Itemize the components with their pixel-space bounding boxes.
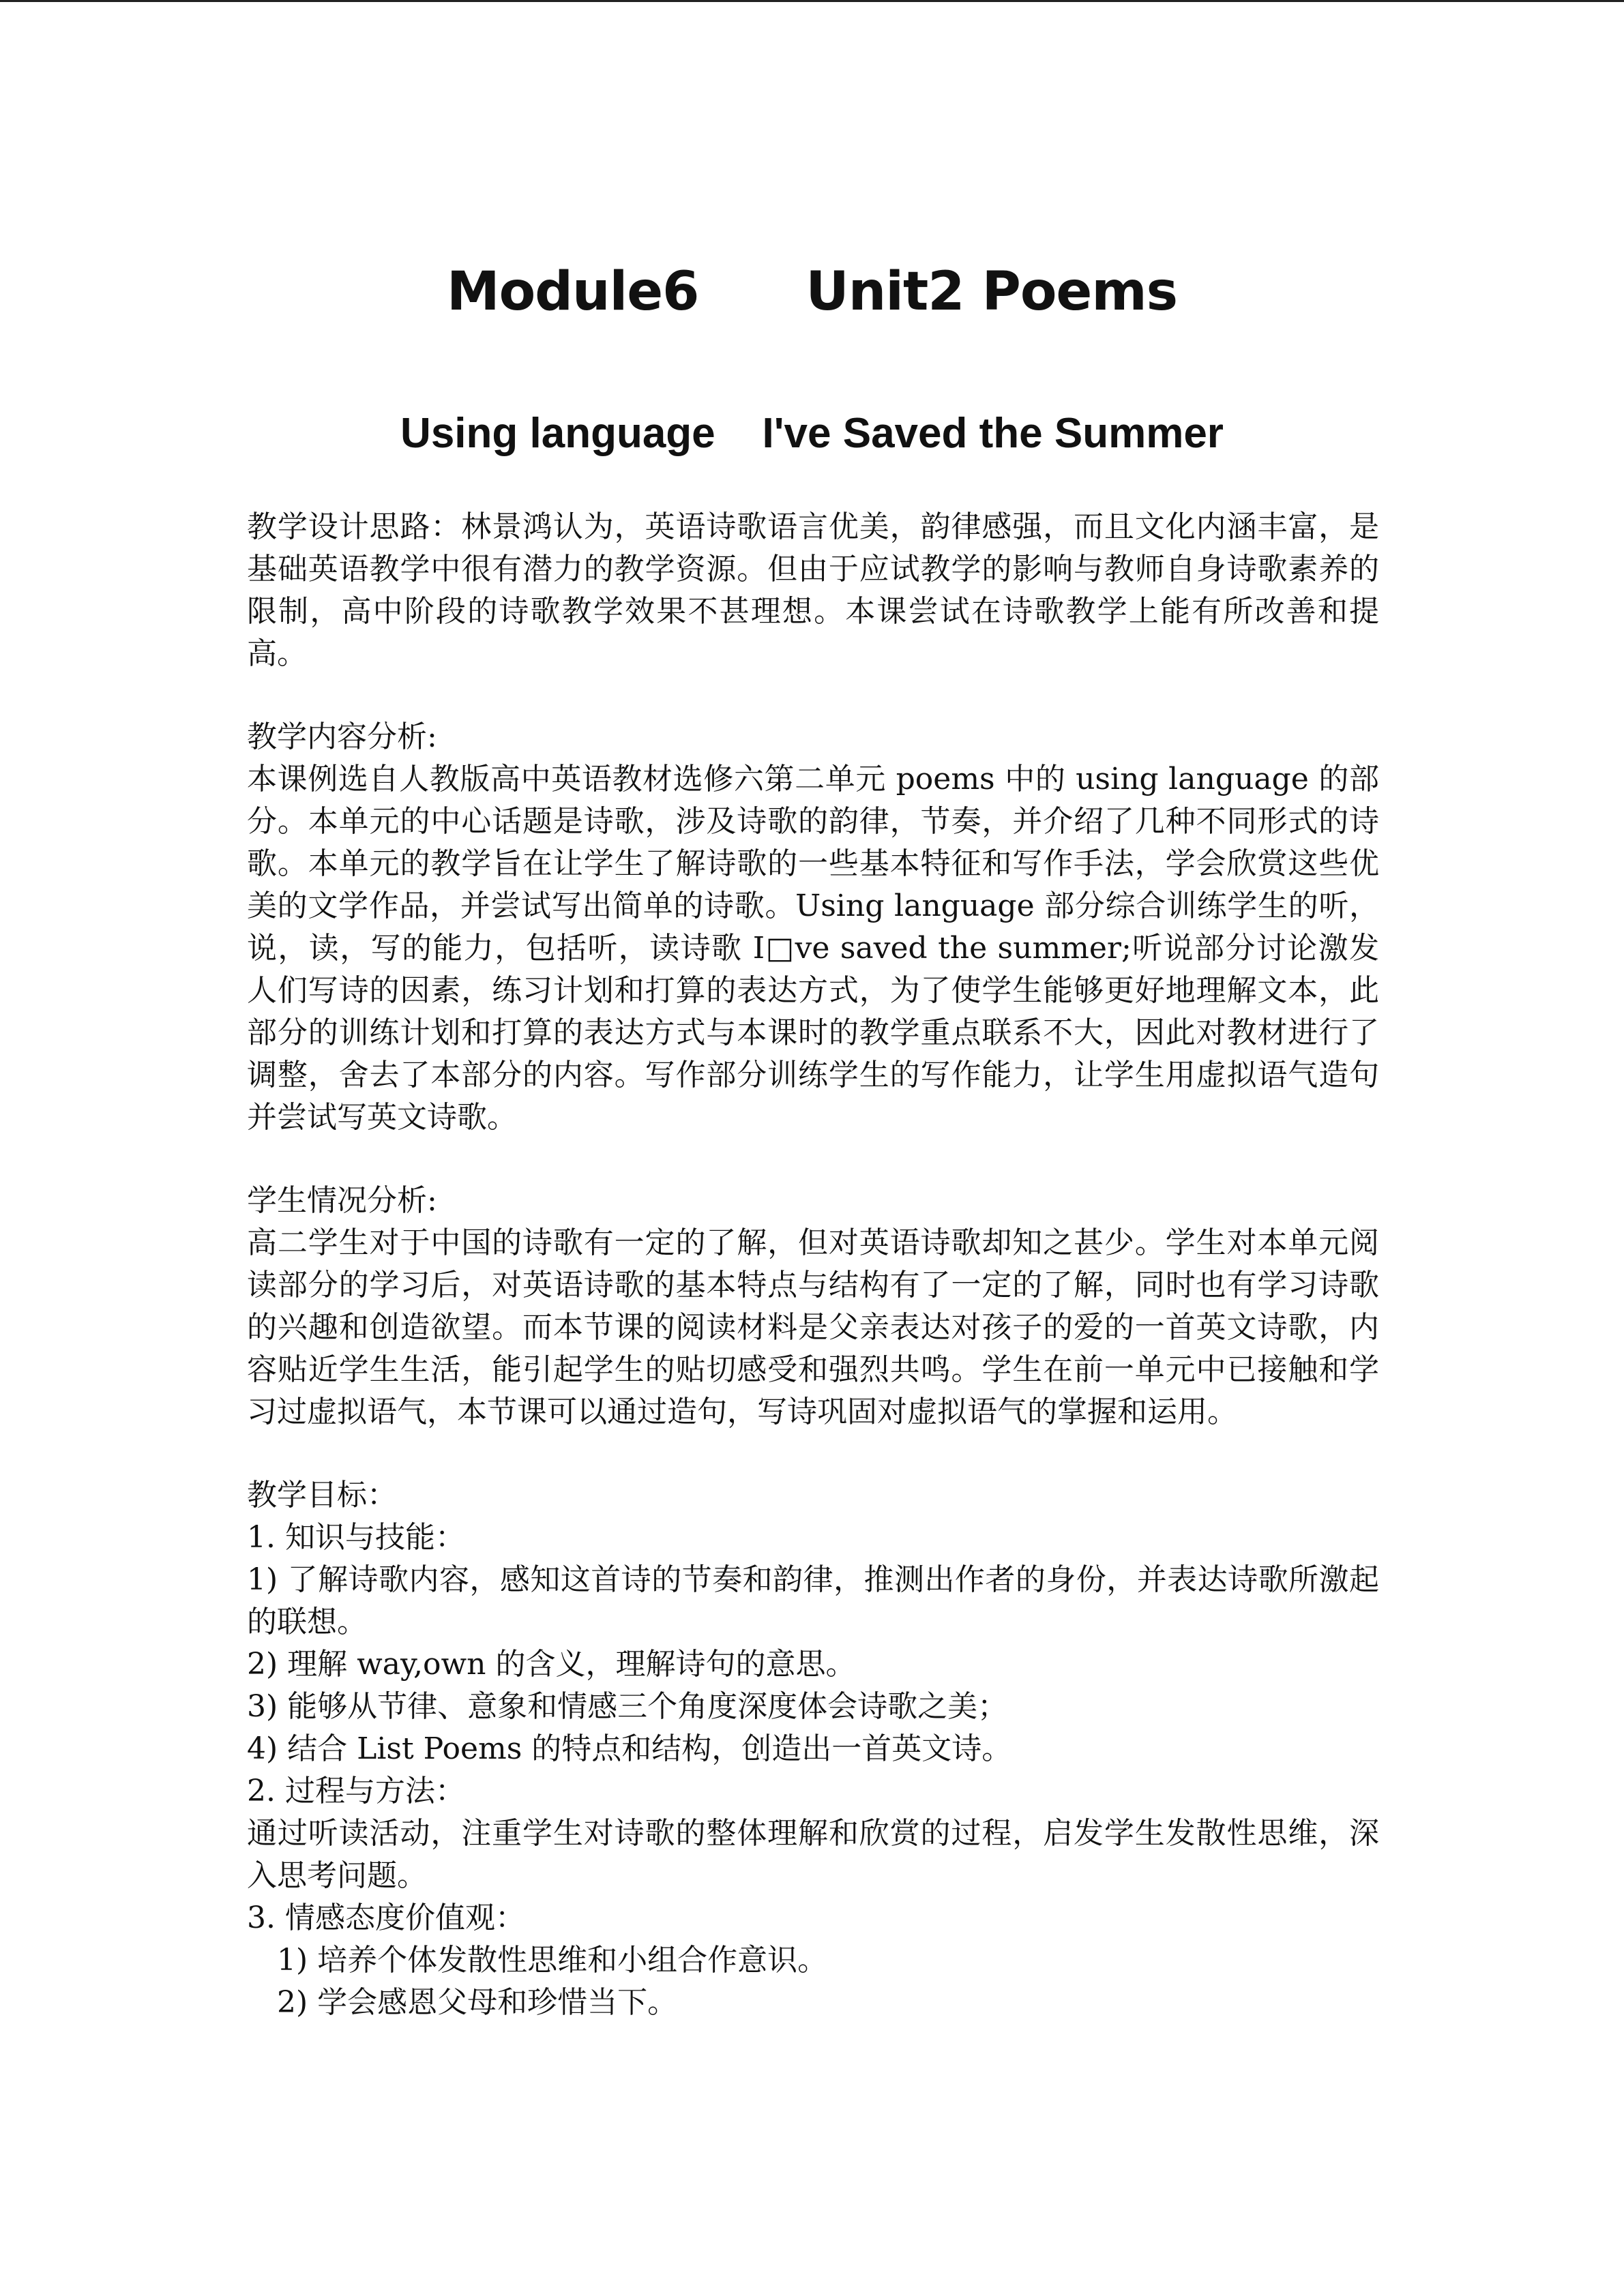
objectives-heading: 教学目标： — [247, 1478, 397, 1512]
content-analysis-heading: 教学内容分析: — [247, 719, 437, 754]
emotion-item-1: 1) 培养个体发散性思维和小组合作意识。 — [277, 1943, 828, 1978]
knowledge-item-1: 1) 了解诗歌内容，感知这首诗的节奏和韵律，推测出作者的身份，并表达诗歌所激起的联想。 — [247, 1562, 1379, 1639]
process-methods-heading: 2. 过程与方法： — [247, 1774, 465, 1808]
section-spacer — [247, 1433, 1379, 1474]
document-body — [247, 506, 1379, 2024]
knowledge-skills-heading: 1. 知识与技能： — [247, 1520, 465, 1555]
student-analysis-heading: 学生情况分析: — [247, 1183, 437, 1218]
knowledge-item-3: 3) 能够从节律、意象和情感三个角度深度体会诗歌之美； — [247, 1689, 1008, 1724]
section-spacer — [247, 675, 1379, 716]
process-methods-paragraph: 通过听读活动，注重学生对诗歌的整体理解和欣赏的过程，启发学生发散性思维，深入思考问题。 — [247, 1816, 1379, 1893]
emotion-item-2: 2) 学会感恩父母和珍惜当下。 — [277, 1985, 678, 2020]
document-subtitle: Using language I've Saved the Summer — [400, 410, 1224, 457]
page-top-border — [0, 0, 1624, 2]
content-analysis-paragraph: 本课例选自人教版高中英语教材选修六第二单元 poems 中的 using language 的部分。本单元的中心话题是诗歌，涉及诗歌的韵律，节奏，并介绍了几种不同形式的诗歌。本单元的教学旨在让学生了解诗歌的一些基本特征和写作手法，学会欣赏这些优美的文学作品，并尝试写出简单的诗歌。Using language 部分综合训练学生的听，说，读，写的能力，包括听，读诗歌 I□ve saved the summer;听说部分讨论激发人们写诗的因素，练习计划和打算的表达方式，为了使学生能够更好地理解文本，此部分的训练计划和打算的表达方式与本课时的教学重点联系不大，因此对教材进行了调整，舍去了本部分的内容。写作部分训练学生的写作能力，让学生用虚拟语气造句并尝试写英文诗歌。 — [247, 762, 1379, 1135]
design-idea-paragraph: 教学设计思路：林景鸿认为，英语诗歌语言优美，韵律感强，而且文化内涵丰富，是基础英语教学中很有潜力的教学资源。但由于应试教学的影响与教师自身诗歌素养的限制，高中阶段的诗歌教学效果不甚理想。本课尝试在诗歌教学上能有所改善和提高。 — [247, 509, 1379, 671]
emotion-values-heading: 3. 情感态度价值观： — [247, 1900, 525, 1935]
section-spacer — [247, 1139, 1379, 1180]
knowledge-item-2: 2) 理解 way,own 的含义，理解诗句的意思。 — [247, 1647, 856, 1682]
document-title: Module6 Unit2 Poems — [446, 261, 1178, 323]
student-analysis-paragraph: 高二学生对于中国的诗歌有一定的了解，但对英语诗歌却知之甚少。学生对本单元阅读部分的学习后，对英语诗歌的基本特点与结构有了一定的了解，同时也有学习诗歌的兴趣和创造欲望。而本节课的阅读材料是父亲表达对孩子的爱的一首英文诗歌，内容贴近学生生活，能引起学生的贴切感受和强烈共鸣。学生在前一单元中已接触和学习过虚拟语气，本节课可以通过造句，写诗巩固对虚拟语气的掌握和运用。 — [247, 1225, 1379, 1429]
knowledge-item-4: 4) 结合 List Poems 的特点和结构，创造出一首英文诗。 — [247, 1731, 1012, 1766]
